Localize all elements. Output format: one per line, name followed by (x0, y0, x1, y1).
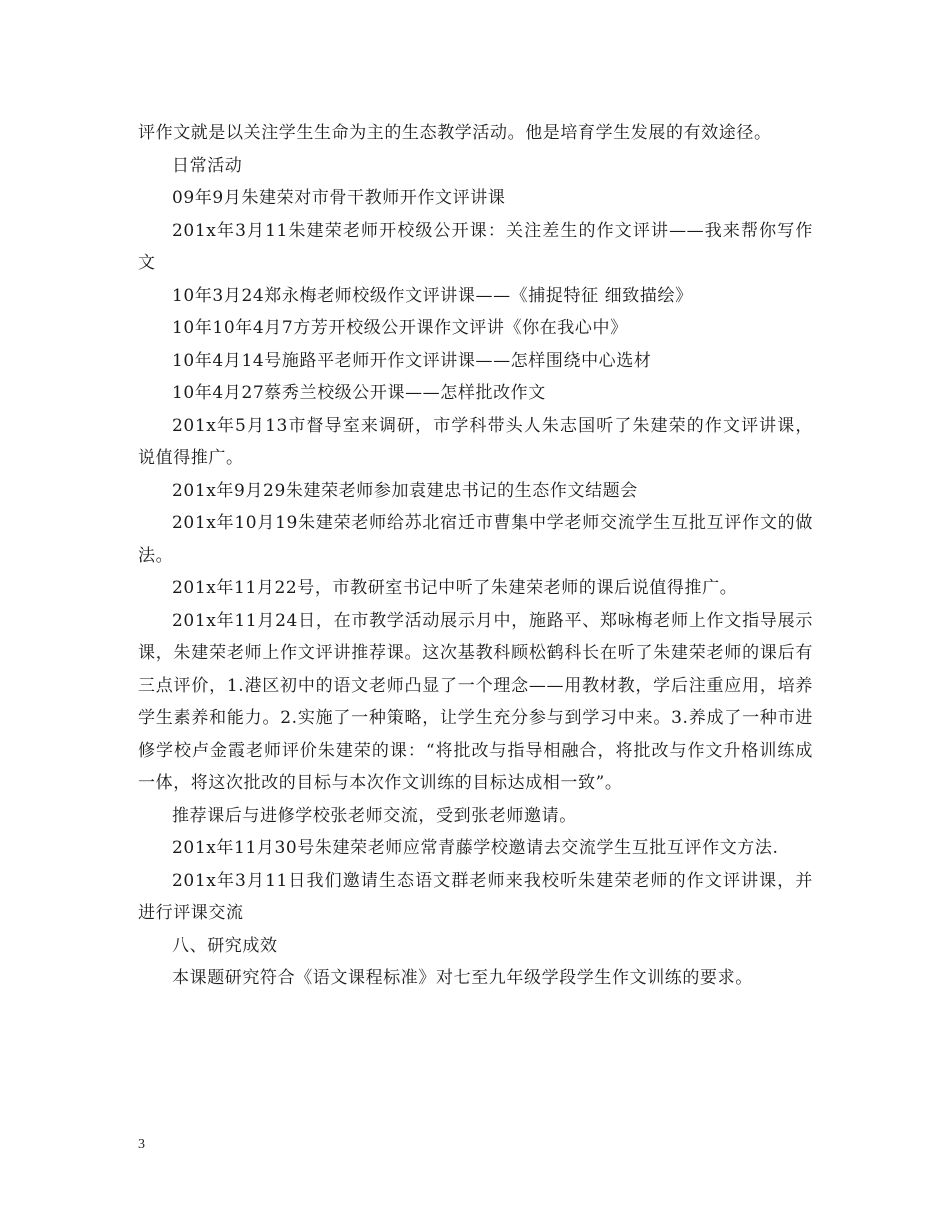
paragraph: 10年4月14号施路平老师开作文评讲课——怎样围绕中心选材 (172, 350, 652, 371)
paragraph: 10年3月24郑永梅老师校级作文评讲课——《捕捉特征 细致描绘》 (172, 285, 693, 306)
paragraph: 评作文就是以关注学生生命为主的生态教学活动。他是培育学生发展的有效途径。 (138, 123, 772, 143)
paragraph: 201x年10月19朱建荣老师给苏北宿迁市曹集中学老师交流学生互批互评作文的做法。 (138, 513, 813, 566)
paragraph: 201x年5月13市督导室来调研，市学科带头人朱志国听了朱建荣的作文评讲课，说值得推广。 (138, 415, 813, 468)
paragraph: 201x年3月11朱建荣老师开校级公开课：关注差生的作文评讲——我来帮你写作文 (138, 220, 813, 273)
section-heading-daily-activities: 日常活动 (172, 155, 243, 176)
page-number: 3 (138, 1137, 145, 1152)
paragraph: 201x年11月22号，市教研室书记中听了朱建荣老师的课后说值得推广。 (172, 578, 738, 598)
paragraph: 201x年9月29朱建荣老师参加袁建忠书记的生态作文结题会 (172, 480, 638, 501)
paragraph: 推荐课后与进修学校张老师交流，受到张老师邀请。 (172, 805, 577, 826)
paragraph: 09年9月朱建荣对市骨干教师开作文评讲课 (172, 188, 506, 208)
paragraph: 201x年3月11日我们邀请生态语文群老师来我校听朱建荣老师的作文评讲课，并进行评课交流 (138, 870, 813, 923)
paragraph: 本课题研究符合《语文课程标准》对七至九年级学段学生作文训练的要求。 (172, 968, 753, 988)
paragraph: 201x年11月24日，在市教学活动展示月中，施路平、郑咏梅老师上作文指导展示课，朱建荣老师上作文评讲推荐课。这次基教科顾松鹤科长在听了朱建荣老师的课后有三点评价，1.港区初中的语文老师凸显了一个理念——用教材教，学后注重应用，培养学生素养和能力。2.实施了一种策略，让学生充分参与到学习中来。3.养成了一种市进修学校卢金霞老师评价朱建荣的课：“将批改与指导相融合，将批改与作文升格训练成一体，将这次批改的目标与本次作文训练的目标达成相一致”。 (138, 610, 813, 793)
paragraph: 10年4月27蔡秀兰校级公开课——怎样批改作文 (172, 383, 546, 403)
section-heading-research-results: 八、研究成效 (172, 935, 278, 956)
paragraph: 201x年11月30号朱建荣老师应常青藤学校邀请去交流学生互批互评作文方法. (172, 838, 779, 858)
paragraph: 10年10年4月7方芳开校级公开课作文评讲《你在我心中》 (172, 318, 628, 338)
document-body (138, 117, 813, 995)
